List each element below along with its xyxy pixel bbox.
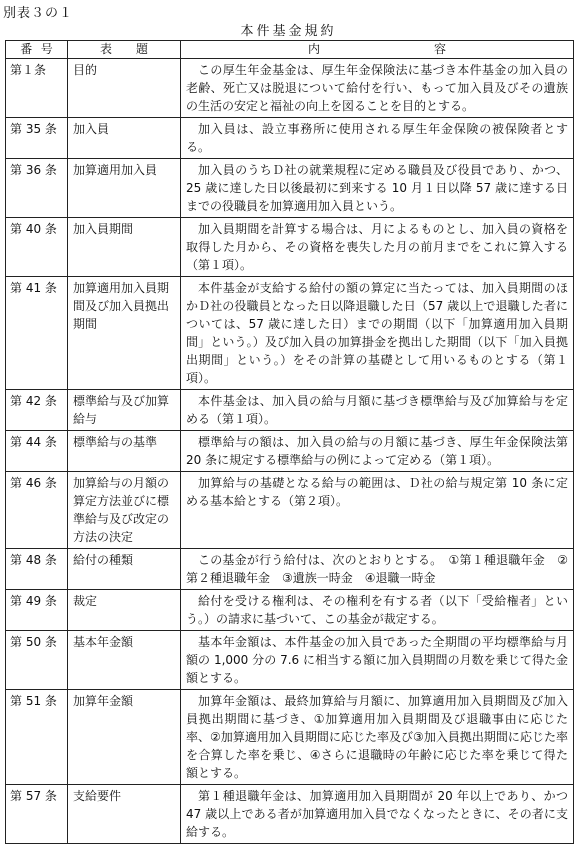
article-content: 第１種退職年金は、加算適用加入員期間が 20 年以上であり、かつ 47 歳以上である者が加算適用加入員でなくなったときに、その者に支給する。 xyxy=(181,785,574,844)
article-content: 標準給与の額は、加入員の給与の月額に基づき、厚生年金保険法第 20 条に規定する標準給与の例によって定める（第１項）。 xyxy=(181,431,574,472)
article-content: 加入員期間を計算する場合は、月によるものとし、加入員の資格を取得した月から、その資格を喪失した月の前月までをこれに算入する（第１項）。 xyxy=(181,218,574,277)
table-row xyxy=(6,631,574,690)
article-title: 標準給与の基準 xyxy=(68,431,181,472)
table-row xyxy=(6,431,574,472)
article-title: 加入員 xyxy=(68,118,181,159)
header-content: 内 容 xyxy=(181,41,574,59)
header-number: 番 号 xyxy=(6,41,68,59)
table-row xyxy=(6,590,574,631)
table-header-row xyxy=(6,41,574,59)
article-number: 第 41 条 xyxy=(6,277,68,390)
table-row xyxy=(6,118,574,159)
article-content: この基金が行う給付は、次のとおりとする。 ①第１種退職年金 ②第２種退職年金 ③遺族一時金 ④退職一時金 xyxy=(181,549,574,590)
article-title: 加入員期間 xyxy=(68,218,181,277)
article-number: 第 36 条 xyxy=(6,159,68,218)
table-row xyxy=(6,277,574,390)
table-row xyxy=(6,159,574,218)
article-number: 第 57 条 xyxy=(6,785,68,844)
article-content: この厚生年金基金は、厚生年金保険法に基づき本件基金の加入員の老齢、死亡又は脱退について給付を行い、もって加入員及びその遺族の生活の安定と福祉の向上を図ることを目的とする。 xyxy=(181,59,574,118)
article-title: 加算適用加入員期間及び加入員拠出期間 xyxy=(68,277,181,390)
article-title: 基本年金額 xyxy=(68,631,181,690)
article-number: 第 35 条 xyxy=(6,118,68,159)
article-number: 第１条 xyxy=(6,59,68,118)
article-title: 標準給与及び加算給与 xyxy=(68,390,181,431)
header-title: 表 題 xyxy=(68,41,181,59)
table-row xyxy=(6,549,574,590)
article-number: 第 44 条 xyxy=(6,431,68,472)
article-content: 加算給与の基礎となる給与の範囲は、Ｄ社の給与規定第 10 条に定める基本給とする（第２項）。 xyxy=(181,472,574,549)
article-title: 裁定 xyxy=(68,590,181,631)
article-content: 給付を受ける権利は、その権利を有する者（以下「受給権者」という。）の請求に基づいて、この基金が裁定する。 xyxy=(181,590,574,631)
article-number: 第 50 条 xyxy=(6,631,68,690)
article-title: 目的 xyxy=(68,59,181,118)
article-number: 第 46 条 xyxy=(6,472,68,549)
article-number: 第 42 条 xyxy=(6,390,68,431)
article-title: 加算適用加入員 xyxy=(68,159,181,218)
article-content: 本件基金が支給する給付の額の算定に当たっては、加入員期間のほかＤ社の役職員となった日以降退職した日（57 歳以上で退職した者については、57 歳に達した日）までの期間（以下「加算適用加入員期間」という。）及び加入員の加算掛金を拠出した期間（以下「加入員拠出期間」という。）をその計算の基礎として用いるものとする（第１項）。 xyxy=(181,277,574,390)
table-row xyxy=(6,218,574,277)
article-number: 第 49 条 xyxy=(6,590,68,631)
article-content: 加入員のうちＤ社の就業規程に定める職員及び役員であり、かつ、25 歳に達した日以後最初に到来する 10 月１日以降 57 歳に達する日までの役職員を加算適用加入員という。 xyxy=(181,159,574,218)
article-title: 支給要件 xyxy=(68,785,181,844)
article-title: 給付の種類 xyxy=(68,549,181,590)
table-row xyxy=(6,390,574,431)
article-content: 加算年金額は、最終加算給与月額に、加算適用加入員期間及び加入員拠出期間に基づき、①加算適用加入員期間及び退職事由に応じた率、②加算適用加入員期間に応じた率及び③加入員拠出期間に応じた率を合算した率を乗じ、④さらに退職時の年齢に応じた率を乗じて得た額とする。 xyxy=(181,690,574,785)
document-title: 本件基金規約 xyxy=(240,24,337,39)
article-content: 本件基金は、加入員の給与月額に基づき標準給与及び加算給与を定める（第１項）。 xyxy=(181,390,574,431)
article-title: 加算給与の月額の算定方法並びに標準給与及び改定の方法の決定 xyxy=(68,472,181,549)
article-number: 第 48 条 xyxy=(6,549,68,590)
attachment-label: 別表３の１ xyxy=(3,6,74,21)
table-row xyxy=(6,690,574,785)
article-title: 加算年金額 xyxy=(68,690,181,785)
table-row xyxy=(6,472,574,549)
article-number: 第 40 条 xyxy=(6,218,68,277)
article-content: 基本年金額は、本件基金の加入員であった全期間の平均標準給与月額の 1,000 分の 7.6 に相当する額に加入員期間の月数を乗じて得た金額とする。 xyxy=(181,631,574,690)
table-row xyxy=(6,785,574,844)
bylaws-table xyxy=(5,40,574,844)
article-content: 加入員は、設立事務所に使用される厚生年金保険の被保険者とする。 xyxy=(181,118,574,159)
table-row xyxy=(6,59,574,118)
article-number: 第 51 条 xyxy=(6,690,68,785)
